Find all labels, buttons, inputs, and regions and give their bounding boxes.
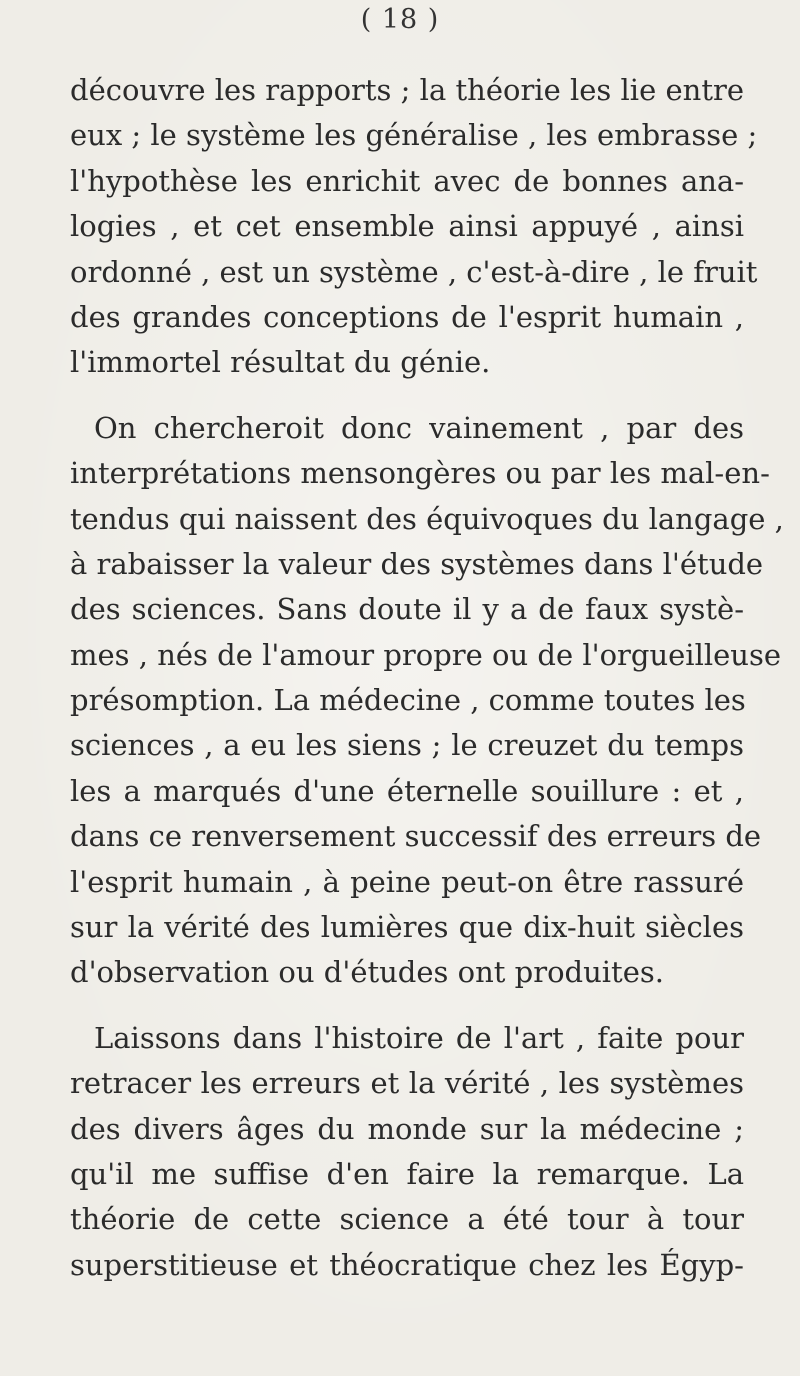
text-line: l'hypothèse les enrichit avec de bonnes ana- [70,163,744,198]
text-line: qu'il me suffise d'en faire la remarque. La [70,1156,744,1191]
paragraph [70,406,784,996]
text-line: présomption. La médecine , comme toutes les [70,683,746,718]
text-line: à rabaisser la valeur des systèmes dans l'étude [70,546,764,581]
text-line: l'esprit humain , à peine peut-on être rassuré [70,864,744,899]
body-text [70,68,784,1288]
text-line: sur la vérité des lumières que dix-huit siècles [70,910,744,945]
text-line: des sciences. Sans doute il y a de faux systè- [70,592,744,627]
text-line: théorie de cette science a été tour à tour [70,1202,744,1237]
text-line: Laissons dans l'histoire de l'art , faite pour [94,1020,744,1055]
page-number: ( 18 ) [360,4,440,35]
text-line: sciences , a eu les siens ; le creuzet du temps [70,728,744,763]
text-line: des grandes conceptions de l'esprit humain , [70,299,744,334]
text-line: découvre les rapports ; la théorie les lie entre [70,73,744,107]
text-line: d'observation ou d'études ont produites. [70,955,664,990]
paragraph [70,68,758,386]
text-line: retracer les erreurs et la vérité , les systèmes [70,1066,744,1101]
text-line: tendus qui naissent des équivoques du langage , [70,501,784,536]
text-line: On chercheroit donc vainement , par des [94,410,744,445]
paragraph [70,1016,744,1288]
text-line: les a marqués d'une éternelle souillure : et , [70,773,744,808]
text-line: superstitieuse et théocratique chez les Égyp- [70,1247,744,1282]
text-line: interprétations mensongères ou par les mal-en- [70,456,770,491]
text-line: dans ce renversement successif des erreurs de [70,819,762,854]
text-line: logies , et cet ensemble ainsi appuyé , ainsi [70,209,744,244]
text-line: des divers âges du monde sur la médecine ; [70,1111,744,1146]
text-line: eux ; le système les généralise , les embrasse ; [70,118,758,153]
text-line: l'immortel résultat du génie. [70,345,491,380]
text-line: mes , nés de l'amour propre ou de l'orgueilleuse [70,637,782,672]
text-line: ordonné , est un système , c'est-à-dire , le fruit [70,254,758,289]
